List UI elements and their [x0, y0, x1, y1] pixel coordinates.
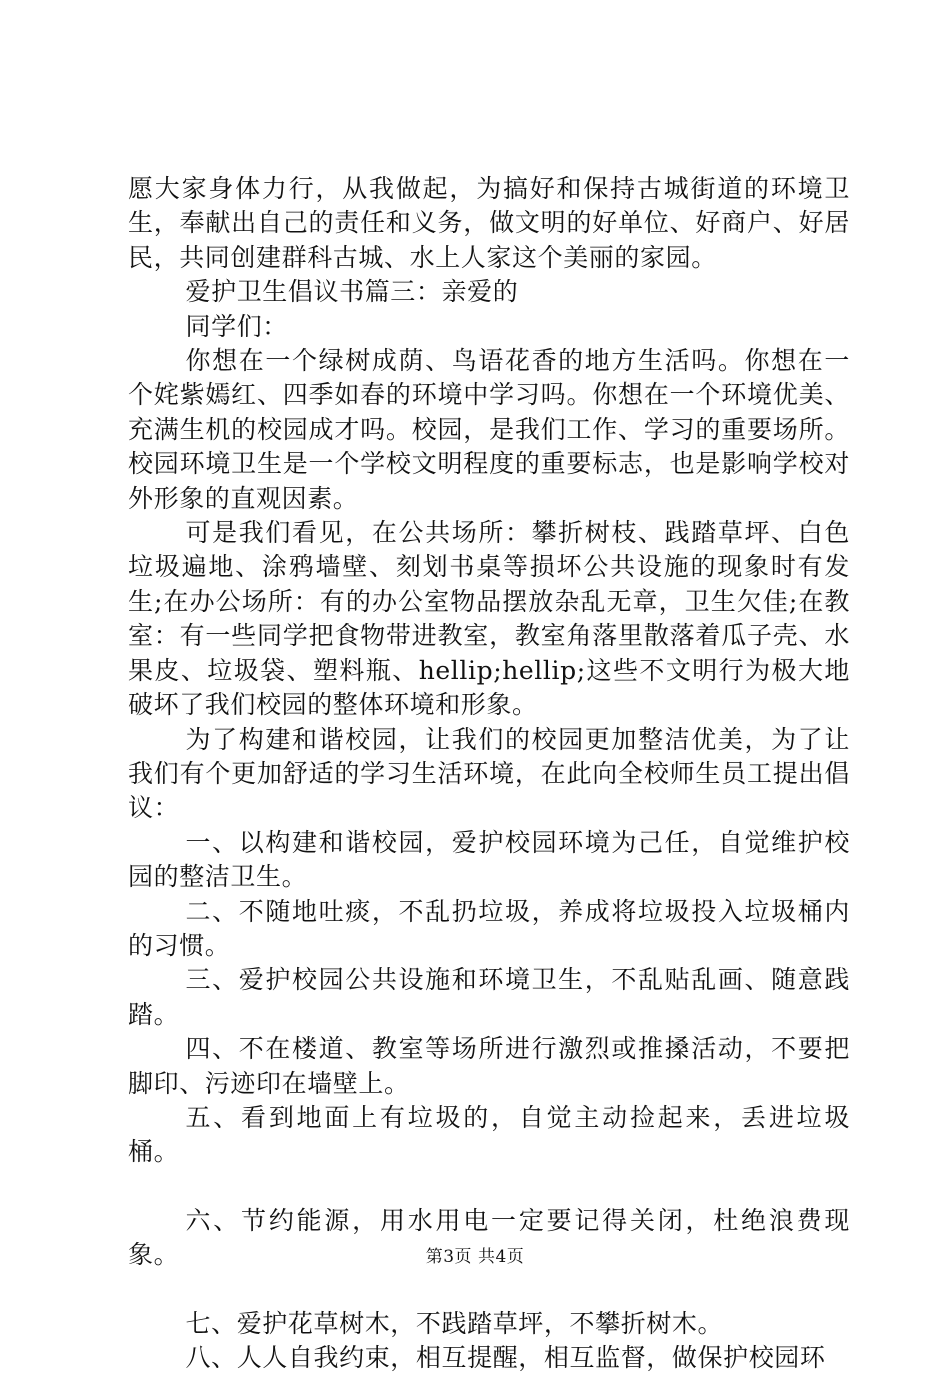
proposal-item-5: 五、看到地面上有垃圾的，自觉主动捡起来，丢进垃圾桶。 [128, 1102, 850, 1167]
paragraph-continued: 愿大家身体力行，从我做起，为搞好和保持古城街道的环境卫生，奉献出自己的责任和义务，做文明的好单位、好商户、好居民，共同创建群科古城、水上人家这个美丽的家园。 [128, 174, 850, 272]
proposal-item-7: 七、爱护花草树木，不践踏草坪，不攀折树木。 [185, 1308, 724, 1338]
salutation: 同学们： [185, 311, 288, 341]
proposal-item-8: 八、人人自我约束，相互提醒，相互监督，做保护校园环 [185, 1343, 826, 1372]
proposal-item-4: 四、不在楼道、教室等场所进行激烈或推搡活动，不要把脚印、污迹印在墙壁上。 [128, 1034, 850, 1098]
paragraph: 你想在一个绿树成荫、鸟语花香的地方生活吗。你想在一个姹紫嫣红、四季如春的环境中学习吗。你想在一个环境优美、充满生机的校园成才吗。校园，是我们工作、学习的重要场所。校园环境卫生是一个学校文明程度的重要标志，也是影响学校对外形象的直观因素。 [128, 346, 850, 513]
section-heading: 爱护卫生倡议书篇三：亲爱的 [185, 277, 519, 307]
proposal-item-6: 六、节约能源，用水用电一定要记得关闭，杜绝浪费现象。 [128, 1205, 850, 1270]
proposal-item-1: 一、以构建和谐校园，爱护校园环境为己任，自觉维护校园的整洁卫生。 [128, 827, 850, 892]
paragraph: 为了构建和谐校园，让我们的校园更加整洁优美，为了让我们有个更加舒适的学习生活环境，在此向全校师生员工提出倡议： [128, 724, 850, 823]
page-footer: 第3页 共4页 [425, 1247, 525, 1267]
paragraph: 可是我们看见，在公共场所：攀折树枝、践踏草坪、白色垃圾遍地、涂鸦墙壁、刻划书桌等损坏公共设施的现象时有发生;在办公场所：有的办公室物品摆放杂乱无章，卫生欠佳;在教室：有一些同学把食物带进教室，教室角落里散落着瓜子壳、水果皮、垃圾袋、塑料瓶、hellip;hellip;这些不文明行为极大地破坏了我们校园的整体环境和形象。 [128, 518, 850, 720]
proposal-item-2: 二、不随地吐痰，不乱扔垃圾，养成将垃圾投入垃圾桶内的习惯。 [128, 896, 850, 960]
proposal-item-3: 三、爱护校园公共设施和环境卫生，不乱贴乱画、随意践踏。 [128, 965, 850, 1029]
document-body [128, 172, 850, 1375]
